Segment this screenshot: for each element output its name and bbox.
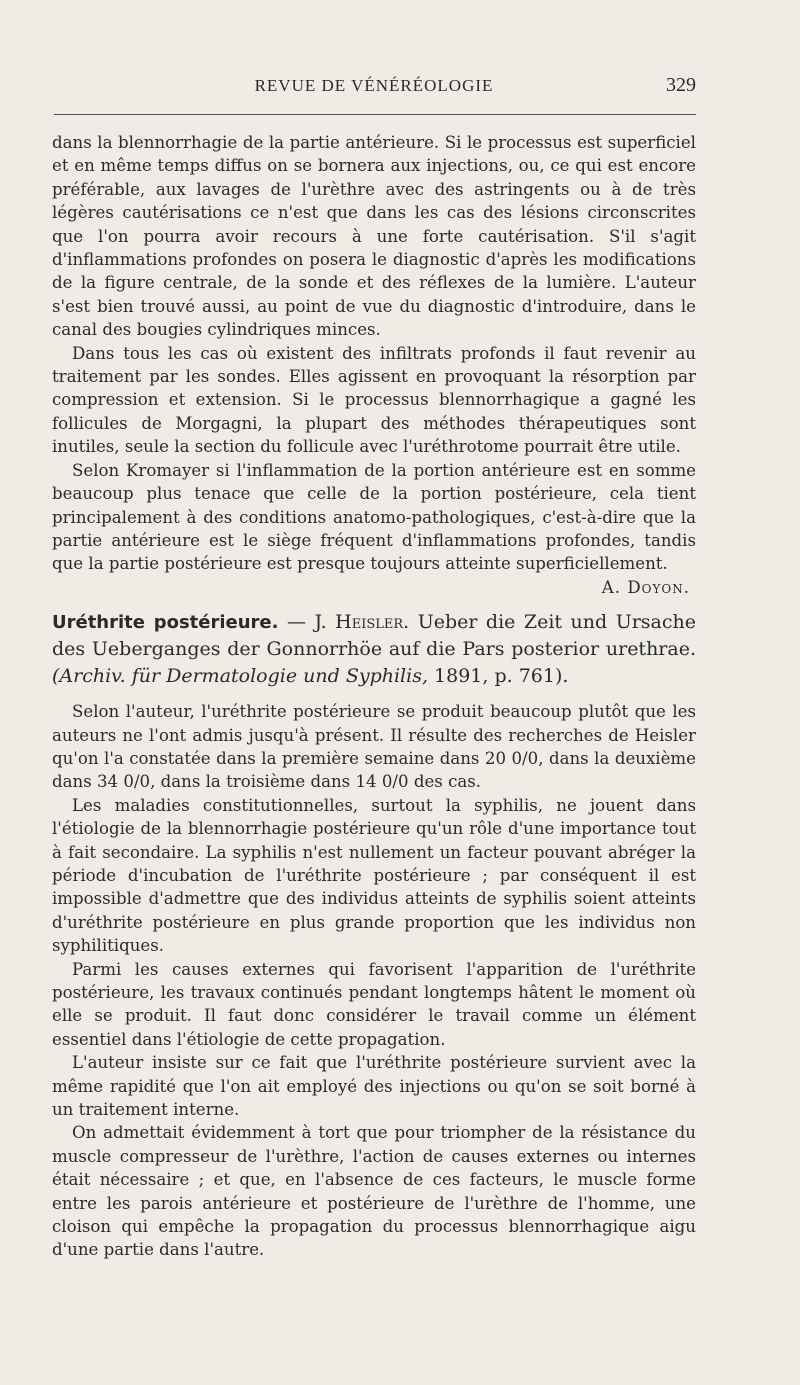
article-heading bbox=[52, 609, 696, 690]
article-reference: Ueber die Zeit und Ursache des Ueberganges der Gonnorrhöe auf die Pars posterior urethrae. bbox=[52, 611, 696, 661]
page-number: 329 bbox=[666, 74, 696, 96]
paragraph: Parmi les causes externes qui favorisent l'apparition de l'uréthrite postérieure, les travaux continués pendant longtemps hâtent le moment où elle se produit. Il faut donc considérer le travail comme un élément essentiel dans l'étiologie de cette propagation. bbox=[52, 959, 696, 1049]
paragraph: Selon l'auteur, l'uréthrite postérieure se produit beaucoup plutôt que les auteurs ne l'ont admis jusqu'à présent. Il résulte des recherches de Heisler qu'on l'a constatée dans la première semaine dans 20 0/0, dans la deuxième dans 34 0/0, dans la troisième dans 14 0/0 des cas. bbox=[52, 702, 696, 792]
paragraph: Selon Kromayer si l'inflammation de la portion antérieure est en somme beaucoup plus tenace que celle de la portion postérieure, cela tient principalement à des conditions anatomo-pathologiques, c'est-à-dire que la partie antérieure est le siège fréquent d'inflammations profondes, tandis que la partie postérieure est presque toujours atteinte superficiellement. bbox=[52, 460, 696, 574]
article-author: J. Heisler. bbox=[314, 611, 410, 634]
paragraph: On admettait évidemment à tort que pour triompher de la résistance du muscle compresseur de l'urèthre, l'action de causes externes ou internes était nécessaire ; et que, en l'absence de ces facteurs, le muscle forme entre les parois antérieure et postérieure de l'urèthre de l'homme, une cloison qui empêche la propagation du processus blennorrhagique aigu d'une partie dans l'autre. bbox=[52, 1123, 696, 1260]
page-header bbox=[52, 74, 696, 102]
paragraph: dans la blennorrhagie de la partie antérieure. Si le processus est superficiel et en même temps diffus on se bornera aux injections, ou, ce qui est encore préférable, aux lavages de l'urèthre avec des astringents ou à de très légères cautérisations ce n'est que dans les cas des lésions circonscrites que l'on pourra avoir recours à une forte cautérisation. S'il s'agit d'inflammations profondes on posera le diagnostic d'après les modifications de la figure centrale, de la sonde et des réflexes de la lumière. L'auteur s'est bien trouvé aussi, au point de vue du diagnostic d'introduire, dans le canal des bougies cylindriques minces. bbox=[52, 133, 696, 340]
title-dash: — bbox=[278, 611, 315, 634]
page-body bbox=[52, 131, 696, 1262]
paragraph: L'auteur insiste sur ce fait que l'uréthrite postérieure survient avec la même rapidité que l'on ait employé des injections ou qu'on se soit borné à un traitement interne. bbox=[52, 1053, 696, 1120]
header-rule bbox=[54, 114, 696, 115]
article-title: Uréthrite postérieure. bbox=[52, 612, 279, 634]
running-title: REVUE DE VÉNÉRÉOLOGIE bbox=[254, 76, 494, 95]
signature: A. Doyon. bbox=[601, 577, 690, 597]
paragraph: Dans tous les cas où existent des infiltrats profonds il faut revenir au traitement par les sondes. Elles agissent en provoquant la résorption par compression et extension. Si le processus blennorrhagique a gagné les follicules de Morgagni, la plupart des méthodes thérapeutiques sont inutiles, seule la section du follicule avec l'uréthrotome pourrait être utile. bbox=[52, 343, 696, 457]
paragraph: Les maladies constitutionnelles, surtout la syphilis, ne jouent dans l'étiologie de la blennorrhagie postérieure qu'un rôle d'une importance tout à fait secondaire. La syphilis n'est nullement un facteur pouvant abréger la période d'incubation de l'uréthrite postérieure ; par conséquent il est impossible d'admettre que des individus atteints de syphilis soient atteints d'uréthrite postérieure en plus grande proportion que les individus non syphilitiques. bbox=[52, 795, 696, 956]
article-journal: (Archiv. für Dermatologie und Syphilis, bbox=[52, 665, 428, 688]
article-citation: 1891, p. 761). bbox=[427, 665, 569, 688]
